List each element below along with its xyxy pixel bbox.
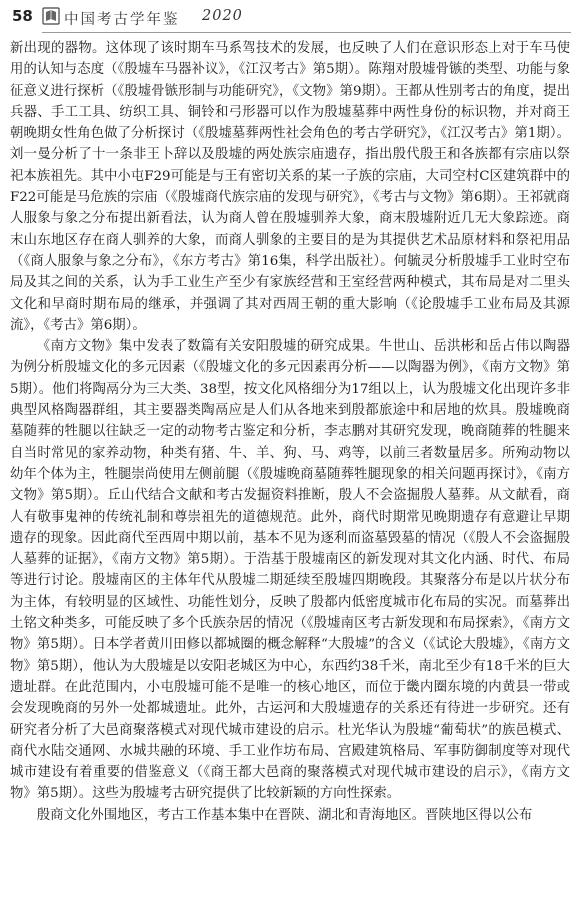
journal-year: 2020: [202, 8, 243, 24]
book-emblem-icon: [42, 6, 60, 26]
header-divider: [42, 32, 571, 33]
journal-title: 中国考古学年鉴: [64, 12, 180, 28]
paragraph: 《南方文物》集中发表了数篇有关安阳殷墟的研究成果。牛世山、岳洪彬和岳占伟以陶器为例分析殷墟文化的多元因素（《殷墟文化的多元因素再分析——以陶器为例》，《南方文物》第5期）。他们将陶鬲分为三大类、38型，按文化风格细分为17组以上，认为殷墟文化出现许多非典型风格陶器群组，其主要器类陶鬲应是人们从各地来到殷都旅途中和居地的炊具。殷墟晚商墓随葬的牲腿以往缺乏一定的动物考古鉴定和分析，李志鹏对其研究发现，晚商随葬的牲腿来自当时常见的家养动物，种类有猪、牛、羊、狗、马、鸡等，以前三者数量居多。所殉动物以幼年个体为主，牲腿崇尚使用左侧前腿（《殷墟晚商墓随葬牲腿现象的相关问题再探讨》，《南方文物》第5期）。丘山代结合文献和考古发掘资料推断，殷人不会盗掘殷人墓葬。从文献看，商人有敬事鬼神的传统礼制和尊崇祖先的道德规范。此外，商代时期常见晚期遗存有意避让早期遗存的现象。因此商代至西周中期以前，基本不见为逐利而盗墓毁墓的情况（《殷人不会盗掘殷人墓葬的证据》，《南方文物》第5期）。于浩基于殷墟南区的新发现对其文化内涵、时代、布局等进行讨论。殷墟南区的主体年代从殷墟二期延续至殷墟四期晚段。其聚落分布是以片状分布为主体，有较明显的区域性、功能性划分，反映了殷都内低密度城市化布局的实况。而墓葬出土铭文种类多，可能反映了多个氏族杂居的情况（《殷墟南区考古新发现和布局探索》，《南方文物》第5期）。日本学者黄川田修以都城圈的概念解释“大殷墟”的含义（《试论大殷墟》，《南方文物》第5期），他认为大殷墟是以安阳老城区为中心，东西约38千米，南北至少有18千米的巨大遗址群。在此范围内，小屯殷墟可能不是唯一的核心地区，而位于畿内圈东境的内黄县一带或会发现晚商的另外一处都城遗址。此外，古运河和大殷墟遗存的关系还有待进一步研究。还有研究者分析了大邑商聚落模式对现代城市建设的启示。杜光华认为殷墟“葡萄状”的族邑模式、商代水陆交通网、水城共融的环境、手工业作坊布局、宫殿建筑格局、军事防御制度等对现代城市建设有着重要的借鉴意义（《商王都大邑商的聚落模式对现代城市建设的启示》，《南方文物》第5期）。这些为殷墟考古研究提供了比较新颖的方向性探索。: [10, 339, 570, 802]
page-header: [0, 0, 581, 34]
paragraph-continued: 新出现的器物。这体现了该时期车马系驾技术的发展，也反映了人们在意识形态上对于车马使用的认知与态度（《殷墟车马器补议》，《江汉考古》第5期）。陈翔对殷墟骨镞的类型、功能与象征意义进行探析（《殷墟骨镞形制与功能研究》，《文物》第9期）。王都从性别考古的角度，提出兵器、手工工具、纺织工具、铜铃和弓形器可以作为殷墟墓葬中两性身份的标识物，并对商王朝晚期女性角色做了分析探讨（《殷墟墓葬两性社会角色的考古学研究》，《江汉考古》第1期）。刘一曼分析了十一条非王卜辞以及殷墟的两处族宗庙遗存，指出殷代殷王和各族都有宗庙以祭祀本族祖先。其中小屯F29可能是与王有密切关系的某一子族的宗庙，大司空村C区建筑群中的F22可能是马危族的宗庙（《殷墟商代族宗庙的发现与研究》，《考古与文物》第6期）。王祁就商人服象与象之分布提出新看法，认为商人曾在殷墟驯养大象，商末殷墟附近几无大象踪迹。商末山东地区存在商人驯养的大象，而商人驯象的主要目的是为其提供艺术品原材料和祭祀用品（《商人服象与象之分布》，《东方考古》第16集，科学出版社）。何毓灵分析殷墟手工业时空布局及其之间的关系，认为手工业生产至少有家族经营和王室经营两种模式，其布局是对二里头文化和早商时期布局的继承，并强调了其对西周王朝的重大影响（《论殷墟手工业布局及其源流》，《考古》第6期）。: [10, 41, 570, 333]
page-number: 58: [12, 7, 33, 25]
article-body: [10, 38, 570, 826]
paragraph: 殷商文化外围地区，考古工作基本集中在晋陕、湖北和青海地区。晋陕地区得以公布: [36, 807, 533, 823]
